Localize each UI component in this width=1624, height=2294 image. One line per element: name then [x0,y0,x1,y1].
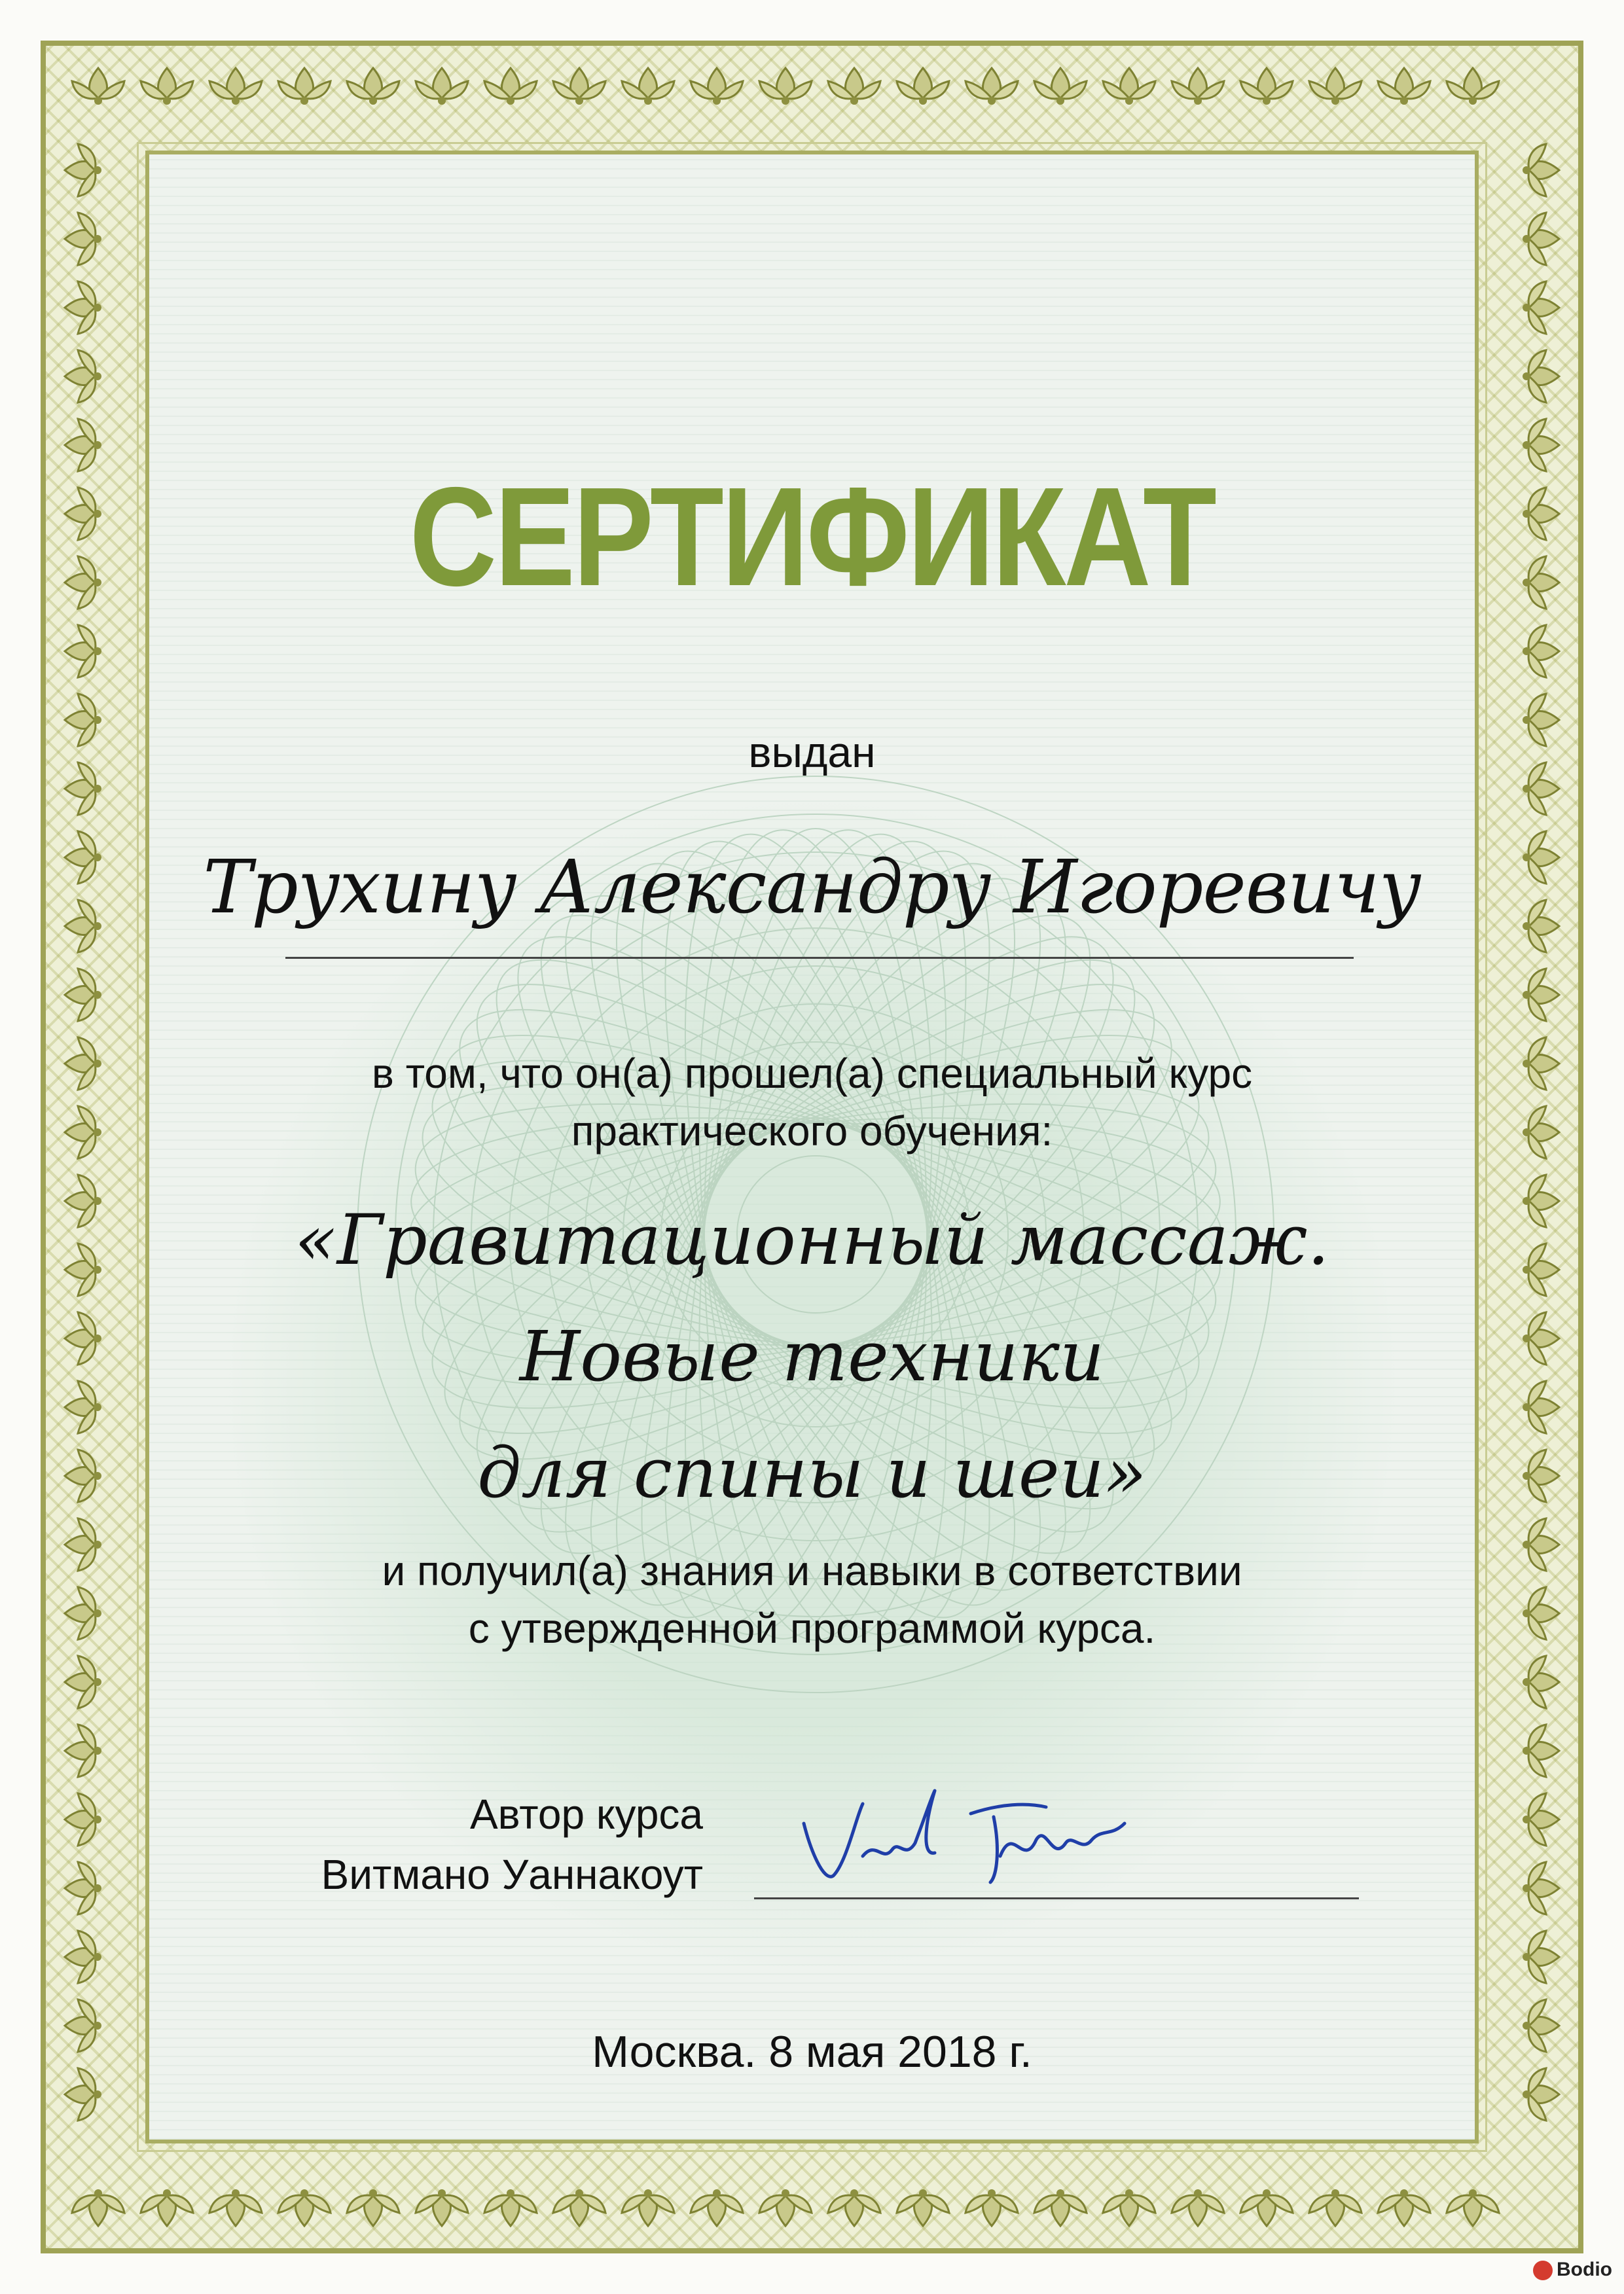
border-flower-icon [828,68,880,105]
result-statement [149,1542,1475,1657]
border-flower-icon [1523,488,1559,540]
border-flower-icon [72,2189,124,2226]
border-flower-icon [1447,2189,1499,2226]
border-flower-icon [65,1518,101,1571]
recipient-underline [285,957,1354,959]
border-flower-icon [1309,68,1362,105]
border-flower-icon [1523,419,1559,471]
border-flower-icon [65,900,101,952]
border-flower-icon [1523,1175,1559,1227]
border-flower-icon [278,68,331,105]
border-flower-icon [65,1381,101,1433]
border-flower-icon [1103,68,1155,105]
border-flower-icon [1523,1037,1559,1090]
border-flower-icon [1523,900,1559,952]
course-description [149,1045,1475,1160]
recipient-name: Трухину Александру Игоревичу [203,845,1421,930]
border-flower-icon [1378,68,1430,105]
border-flower-icon [416,68,468,105]
certificate-paper [145,151,1479,2143]
border-flower-icon [65,625,101,677]
border-flower-icon [65,1587,101,1640]
border-flower-icon [1523,1587,1559,1640]
handwritten-signature-icon [784,1778,1151,1902]
border-flower-icon [347,68,399,105]
border-flower-icon [1523,1450,1559,1502]
border-flower-icon [1523,694,1559,746]
border-flower-icon [1523,1381,1559,1433]
border-flower-icon [1523,2068,1559,2121]
border-flower-icon [65,281,101,334]
border-flower-icon [65,1931,101,1983]
border-flower-icon [65,1175,101,1227]
border-flower-icon [416,2189,468,2226]
border-flower-icon [65,1725,101,1777]
border-flower-icon [1523,1793,1559,1846]
course-title-line: Новые техники [519,1316,1105,1397]
border-flower-icon [141,68,193,105]
border-flower-icon [553,2189,605,2226]
border-flower-icon [65,1106,101,1158]
place-and-date: Москва. 8 мая 2018 г. [592,2027,1032,2077]
signature-line [754,1897,1359,1899]
border-flower-icon [65,419,101,471]
border-flower-icon [622,68,674,105]
border-flower-icon [1523,1106,1559,1158]
course-author [149,1784,703,1905]
border-flower-icon [65,213,101,265]
border-flower-icon [1172,68,1224,105]
border-flower-icon [1523,1931,1559,1983]
border-flower-icon [759,68,812,105]
border-flower-icon [65,1312,101,1365]
border-flower-icon [1240,2189,1293,2226]
border-flower-icon [691,68,743,105]
description-line: практического обучения: [571,1107,1053,1155]
course-title [149,1182,1475,1532]
border-flower-icon [1378,2189,1430,2226]
course-title-line: для спины и шеи» [477,1433,1147,1513]
border-flower-icon [1523,625,1559,677]
border-flower-icon [65,350,101,403]
border-flower-icon [65,969,101,1021]
border-flower-icon [1103,2189,1155,2226]
border-flower-icon [965,68,1018,105]
border-flower-icon [65,1793,101,1846]
author-name: Витмано Уаннакоут [321,1851,703,1898]
border-flower-icon [65,144,101,196]
border-flower-icon [65,1037,101,1090]
border-flower-icon [622,2189,674,2226]
border-flower-icon [828,2189,880,2226]
author-label: Автор курса [469,1791,703,1838]
border-flower-icon [1240,68,1293,105]
border-flower-icon [1523,213,1559,265]
border-flower-icon [65,556,101,609]
border-flower-icon [72,68,124,105]
border-flower-icon [1523,1312,1559,1365]
border-flower-icon [65,831,101,884]
border-flower-icon [1172,2189,1224,2226]
border-flower-icon [65,488,101,540]
border-flower-icon [65,1244,101,1296]
border-flower-icon [65,1999,101,2052]
border-flower-icon [897,2189,949,2226]
border-flower-icon [1447,68,1499,105]
border-flower-icon [209,68,262,105]
border-flower-icon [965,2189,1018,2226]
course-title-line: «Гравитационный массаж. [295,1200,1329,1280]
border-flower-icon [1523,1725,1559,1777]
border-flower-icon [1523,281,1559,334]
border-flower-icon [484,2189,537,2226]
border-flower-icon [347,2189,399,2226]
border-flower-icon [553,68,605,105]
border-flower-icon [759,2189,812,2226]
border-flower-icon [1523,969,1559,1021]
border-flower-icon [1523,350,1559,403]
certificate-title: СЕРТИФИКАТ [409,457,1215,615]
result-line: с утвержденной программой курса. [468,1605,1156,1652]
border-flower-icon [278,2189,331,2226]
border-flower-icon [1523,1656,1559,1708]
border-flower-icon [1034,2189,1087,2226]
border-flower-icon [1523,762,1559,815]
border-flower-icon [1523,1518,1559,1571]
border-flower-icon [1309,2189,1362,2226]
border-flower-icon [65,694,101,746]
border-flower-icon [1523,1244,1559,1296]
border-flower-icon [1523,1999,1559,2052]
site-watermark [1533,2259,1612,2281]
border-flower-icon [484,68,537,105]
border-flower-icon [65,1656,101,1708]
border-flower-icon [691,2189,743,2226]
border-flower-icon [209,2189,262,2226]
border-flower-icon [65,1862,101,1914]
border-flower-icon [1523,1862,1559,1914]
border-flower-icon [65,1450,101,1502]
border-flower-icon [1034,68,1087,105]
border-flower-icon [65,762,101,815]
border-flower-icon [1523,831,1559,884]
watermark-logo-icon [1533,2261,1553,2280]
border-flower-icon [1523,144,1559,196]
description-line: в том, что он(а) прошел(а) специальный курс [371,1050,1253,1097]
border-flower-icon [141,2189,193,2226]
border-flower-icon [65,2068,101,2121]
issued-label: выдан [748,728,876,776]
watermark-text: Bodio [1557,2259,1612,2280]
border-flower-icon [1523,556,1559,609]
border-flower-icon [897,68,949,105]
result-line: и получил(а) знания и навыки в сответствии [382,1547,1242,1594]
